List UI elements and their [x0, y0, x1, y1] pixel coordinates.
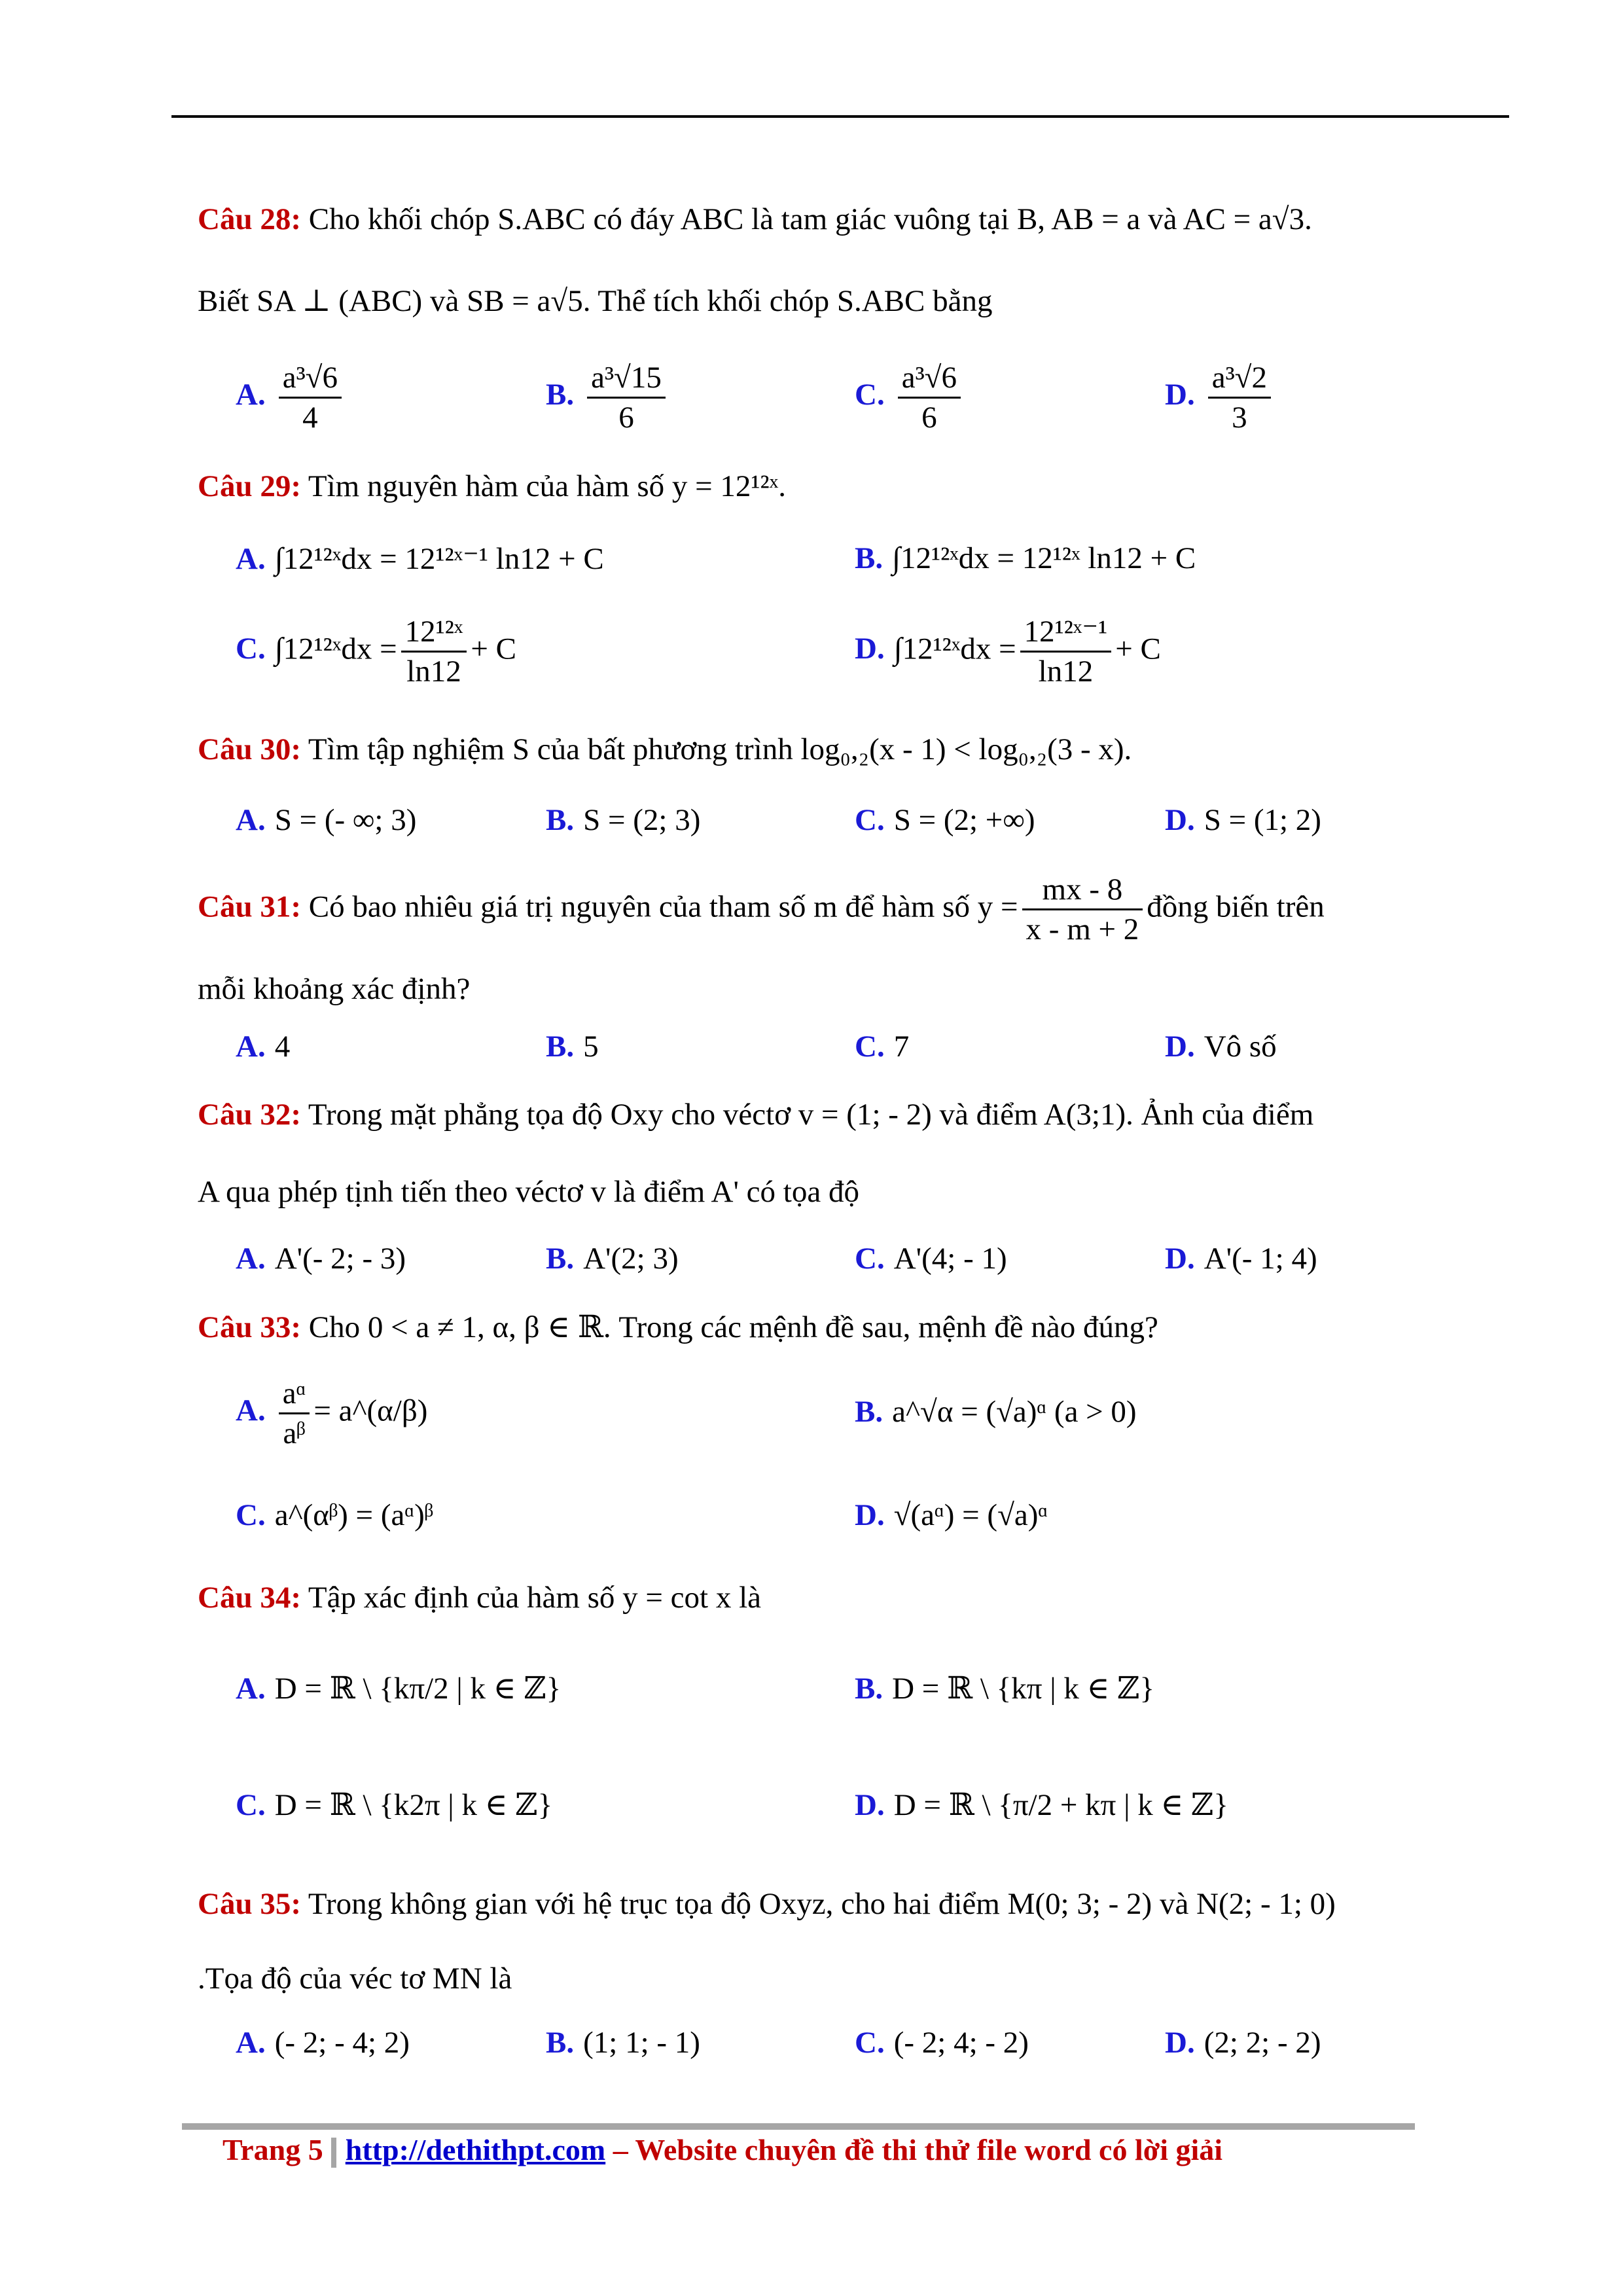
- q28-option-b: B. $\frac{\text{a³√15}}{6}$: [546, 359, 669, 437]
- q33-option-a: A. $\frac{\text{aᵅ}}{\text{aᵝ}}$ = a^(α/β): [236, 1374, 427, 1452]
- question-35-line2: .Tọa độ của véc tơ MN là: [198, 1962, 512, 1996]
- question-35-line1: [198, 1886, 1336, 1922]
- question-text: Tập xác định của hàm số y = cot x là: [308, 1581, 762, 1615]
- question-29-line1: [198, 469, 786, 504]
- question-28-line1: [198, 202, 1312, 237]
- q35-option-a: A. (- 2; - 4; 2): [236, 2026, 410, 2060]
- q34-option-c: C. D = ℝ \ {k2π | k ∈ ℤ}: [236, 1788, 553, 1822]
- q34-option-b: B. D = ℝ \ {kπ | k ∈ ℤ}: [855, 1672, 1155, 1706]
- footer-text: – Website chuyên đề thi thử file word có lời giải: [613, 2133, 1223, 2166]
- question-label: Câu 31:: [198, 889, 301, 924]
- q30-option-b: B. S = (2; 3): [546, 803, 701, 837]
- q29-option-c: C. ∫12¹²ˣdx = $\frac{\text{12¹²ˣ}}{\ln 12}$ + C: [236, 613, 516, 691]
- q29-option-b: B. ∫12¹²ˣdx = 12¹²ˣ ln12 + C: [855, 541, 1196, 575]
- question-32-line1: [198, 1097, 1313, 1132]
- q30-option-d: D. S = (1; 2): [1165, 803, 1321, 837]
- q34-option-d: D. D = ℝ \ {π/2 + kπ | k ∈ ℤ}: [855, 1788, 1228, 1822]
- q35-option-b: B. (1; 1; - 1): [546, 2026, 700, 2060]
- footer-link[interactable]: http://dethithpt.com: [345, 2133, 606, 2166]
- q32-option-b: B. A'(2; 3): [546, 1242, 679, 1276]
- question-label: Câu 35:: [198, 1887, 301, 1921]
- footer-rule: [182, 2123, 1415, 2130]
- q30-option-c: C. S = (2; +∞): [855, 803, 1035, 837]
- question-label: Câu 34:: [198, 1581, 301, 1615]
- q32-option-d: D. A'(- 1; 4): [1165, 1242, 1317, 1276]
- q31-option-d: D. Vô số: [1165, 1030, 1277, 1064]
- footer: [223, 2132, 1222, 2168]
- question-28-line2: Biết SA ⊥ (ABC) và SB = a√5. Thể tích khối chóp S.ABC bằng: [198, 284, 993, 318]
- question-text: Cho 0 < a ≠ 1, α, β ∈ ℝ. Trong các mệnh đề sau, mệnh đề nào đúng?: [308, 1310, 1158, 1344]
- question-text: Tìm nguyên hàm của hàm số y = 12¹²ˣ.: [308, 469, 786, 503]
- q31-option-c: C. 7: [855, 1030, 910, 1064]
- q28-option-a: A. $\frac{\text{a³√6}}{4}$: [236, 359, 346, 437]
- q32-option-c: C. A'(4; - 1): [855, 1242, 1007, 1276]
- q31-option-b: B. 5: [546, 1030, 599, 1064]
- q35-option-c: C. (- 2; 4; - 2): [855, 2026, 1029, 2060]
- question-text: Cho khối chóp S.ABC có đáy ABC là tam giác vuông tại B, AB = a và AC = a√3.: [308, 202, 1312, 236]
- q29-option-a: A. ∫12¹²ˣdx = 12¹²ˣ⁻¹ ln12 + C: [236, 542, 604, 576]
- question-34-line1: [198, 1580, 761, 1615]
- question-text: Trong mặt phẳng tọa độ Oxy cho véctơ v = (1; - 2) và điểm A(3;1). Ảnh của điểm: [308, 1098, 1314, 1132]
- question-label: Câu 29:: [198, 469, 301, 503]
- question-31-line1: Câu 31: Có bao nhiêu giá trị nguyên của tham số m để hàm số y = $\frac{mx - 8}{x - m + 2}$ đồng biến trên: [198, 870, 1325, 948]
- q34-option-a: A. D = ℝ \ {kπ/2 | k ∈ ℤ}: [236, 1672, 562, 1706]
- q28-option-c: C. $\frac{\text{a³√6}}{6}$: [855, 359, 965, 437]
- question-label: Câu 30:: [198, 732, 301, 766]
- q32-option-a: A. A'(- 2; - 3): [236, 1242, 406, 1276]
- q31-option-a: A. 4: [236, 1030, 291, 1064]
- question-30-line1: [198, 732, 1132, 767]
- question-31-line2: mỗi khoảng xác định?: [198, 972, 471, 1006]
- header-rule: [171, 115, 1509, 118]
- question-label: Câu 33:: [198, 1310, 301, 1344]
- page-number: Trang 5: [223, 2133, 323, 2166]
- question-label: Câu 32:: [198, 1098, 301, 1132]
- q35-option-d: D. (2; 2; - 2): [1165, 2026, 1321, 2060]
- footer-separator: [331, 2138, 336, 2168]
- question-label: Câu 28:: [198, 202, 301, 236]
- question-text: Trong không gian với hệ trục tọa độ Oxyz, cho hai điểm M(0; 3; - 2) và N(2; - 1; 0): [308, 1887, 1336, 1921]
- q33-option-d: D. √(aᵅ) = (√a)ᵅ: [855, 1498, 1048, 1532]
- question-text: Tìm tập nghiệm S của bất phương trình log₀,₂(x - 1) < log₀,₂(3 - x).: [308, 732, 1132, 766]
- q33-option-c: C. a^(αᵝ) = (aᵅ)ᵝ: [236, 1498, 434, 1532]
- q28-option-d: D. $\frac{\text{a³√2}}{3}$: [1165, 359, 1275, 437]
- question-33-line1: [198, 1309, 1158, 1345]
- question-32-line2: A qua phép tịnh tiến theo véctơ v là điểm A' có tọa độ: [198, 1175, 859, 1209]
- q33-option-b: B. a^√α = (√a)ᵅ (a > 0): [855, 1395, 1137, 1429]
- q30-option-a: A. S = (- ∞; 3): [236, 803, 417, 837]
- q29-option-d: D. ∫12¹²ˣdx = $\frac{\text{12¹²ˣ⁻¹}}{\ln 12}$ + C: [855, 613, 1161, 691]
